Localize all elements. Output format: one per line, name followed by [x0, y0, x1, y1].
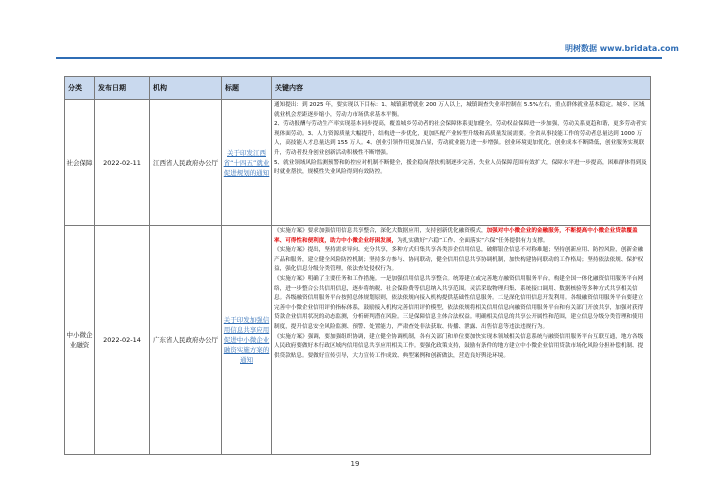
content-text: 《实施方案》要求加强信用信息共享整合，深化大数据应用，支持创新优化融资模式，: [274, 228, 487, 234]
row-date: 2022-02-11: [95, 100, 150, 226]
row-title-link[interactable]: 关于印发加强信用信息共享应用促进中小微企业融资实施方案的通知: [223, 316, 270, 364]
table-row: [65, 226, 651, 455]
content-paragraph: 《实施方案》强调，要加强组织协调，建立健全协调机制，各有关部门和单位要加快实现本领域相关信息系统与融资信用服务平台互联互通，地方各级人民政府要做好本行政区域内信用信息共享应用相关工作。要强化政策支持，鼓励有条件的地方建立中小微企业信用贷款市场化风险分担补偿机制、提供贷款贴息。要做好宣传引导，大力宣传工作成效、典型案例和创新做法，营造良好舆论环境。: [274, 333, 644, 359]
content-paragraph: 通知提出：到 2025 年，要实现以下目标：1、城镇新增就业 200 万人以上，城镇调查失业率控制在 5.5%左右，重点群体就业基本稳定。城乡、区域就业机会差距逐步缩小，劳动力市场供求基本平衡。: [274, 102, 645, 118]
brand-text: 明树数据 www.bridata.com: [565, 44, 679, 53]
content-paragraph: 《实施方案》提出，坚持需求导向、充分共享，多种方式归集共享各类涉企信用信息，破解银企信息不对称难题；坚持创新应用、防控风险，创新金融产品和服务，建立健全风险防控机制；坚持多方参与、协同联动，健全信用信息共享协调机制，加快构建协同联动的工作格局；坚持依法依规、保护权益，强化信息分级分类管理，依法查处侵权行为。: [274, 247, 644, 273]
row-content: [272, 100, 651, 226]
content-paragraph: 5、就业领域风险监测预警和防控应对机制不断健全，援企稳岗帮扶机制逐步完善，失业人员保障范围有效扩大，保障水平进一步提高，困难群体得到及时就业帮扶，规模性失业风险得到有效防控。: [274, 159, 647, 176]
content-text: 为扎实做好“六稳”工作、全面落实“六保”任务提供有力支撑。: [397, 237, 549, 244]
content-paragraph: 2、劳动报酬与劳动生产率实现基本同步提高，覆盖城乡劳动者的社会保障体系更加健全，劳动权益保障进一步加强，劳动关系更趋和谐，更多劳动者实现体面劳动。3、人力资源质量大幅提升，结构进一步优化，更加匹配产业转型升级和高质量发展需要。全省从事技能工作的劳动者总量达到 1000 万人，高技能人才总量达到 155 万人。4、创业引领作用更加凸显，劳动就业能力进一步增强。创业环境更加优化，创业成本不断降低，创业服务实现联升，劳动者投身创业创新活动积极性不断增强。: [274, 121, 647, 156]
policy-table: [64, 76, 651, 455]
header-content: 关键内容: [272, 77, 651, 100]
row-content-text: [272, 100, 650, 225]
header-title: 标题: [222, 77, 272, 100]
row-title-cell: [222, 100, 272, 226]
row-title-cell: [222, 226, 272, 455]
header-divider: [56, 57, 662, 59]
row-category: 社会保障: [65, 100, 95, 226]
header-org: 机构: [150, 77, 222, 100]
highlight-text: 加强对中小微企业的金融服务，不断提高中小微企业贷款覆盖率、可得性和便利度，助力中小微企业纾困发展，: [274, 228, 638, 244]
table-row: [65, 100, 651, 226]
table-header-row: [65, 77, 651, 100]
row-org: 广东省人民政府办公厅: [150, 226, 222, 455]
content-paragraph: [274, 227, 648, 246]
row-content: [272, 226, 651, 455]
row-category: 中小微企业融资: [65, 226, 95, 455]
row-content-text: [272, 226, 650, 454]
row-title-link[interactable]: 关于印发江西省“十四五”就业促进规划的通知: [223, 148, 270, 177]
row-date: 2022-02-14: [95, 226, 150, 455]
content-paragraph: 《实施方案》明确了主要任务和工作措施。一是加强信用信息共享整合。统筹建立或完善地方融资信用服务平台，构建全国一体化融资信用服务平台网络，进一步整合公共信用信息，逐步将纳税、社会保险费等信息纳入共享范围。灵活采取物理归集、系统接口调用、数据核验等多种方式共享相关信息。各级融资信用服务平台按照总体规划原则，依法依规向接入机构提供基础性信息服务。二是深化信用信息开发利用。各级融资信用服务平台要建立完善中小微企业信用评价指标体系，鼓励接入机构完善信用评价模型，依法依规将相关信用信息向融资信用服务平台和有关部门开放共享，加强对获得贷款企业信用状况的动态监测，分析研判潜在风险。三是保障信息主体合法权益。明确相关信息的共享公开属性和范围，建立信息分级分类管理和使用制度，提升信息安全风险监测、预警、处置能力，严肃查处非法获取、传播、泄露、出售信息等违法违规行为。: [274, 275, 644, 330]
header-date: 发布日期: [95, 77, 150, 100]
page-number: 19: [350, 460, 360, 468]
header-category: 分类: [65, 77, 95, 100]
row-org: 江西省人民政府办公厅: [150, 100, 222, 226]
